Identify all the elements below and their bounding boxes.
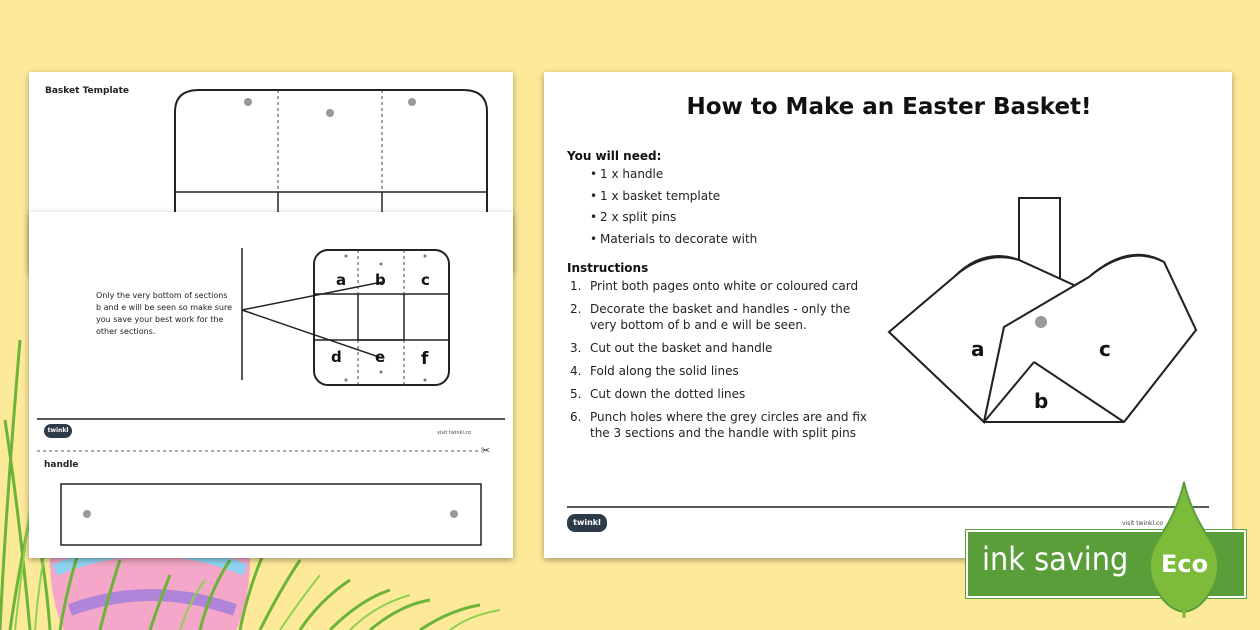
template-note-line-3: you save your best work for the <box>96 315 224 324</box>
list-item: • 1 x basket template <box>590 188 721 203</box>
step-number: 4. <box>570 364 582 378</box>
step-number: 3. <box>570 341 582 355</box>
twinkl-logo: twinkl <box>567 514 607 532</box>
instructions-heading: Instructions <box>567 261 649 275</box>
step-text: Cut out the basket and handle <box>590 341 773 355</box>
step-text: Print both pages onto white or coloured card <box>590 279 859 293</box>
diagram-label-c: c <box>1099 337 1111 361</box>
step-text: Punch holes where the grey circles are and fix the 3 sections and the handle with split pins <box>590 410 868 440</box>
step-number: 2. <box>570 302 582 316</box>
ink-saving-text: ink saving <box>982 540 1129 578</box>
template-letter-d: d <box>331 348 342 366</box>
template-diagram <box>29 212 513 558</box>
template-letter-a: a <box>336 271 347 289</box>
template-note-line-2: b and e will be seen so make sure <box>96 303 232 312</box>
step-text: Fold along the solid lines <box>590 364 739 378</box>
footer-url-small: visit twinkl.co <box>437 430 472 436</box>
basket-template-title: Basket Template <box>45 86 130 96</box>
list-item: • Materials to decorate with <box>590 231 758 246</box>
material-text: 1 x handle <box>600 167 664 181</box>
template-note-line-4: other sections. <box>96 327 156 336</box>
template-note-line-1: Only the very bottom of sections <box>96 291 228 300</box>
twinkl-logo-small: twinkl <box>44 424 72 438</box>
eco-drop-icon <box>1144 480 1224 620</box>
you-will-need-heading: You will need: <box>567 149 662 163</box>
step-number: 1. <box>570 279 582 293</box>
diagram-label-a: a <box>971 337 985 361</box>
step-number: 5. <box>570 387 582 401</box>
list-item: • 2 x split pins <box>590 210 677 224</box>
template-note <box>96 290 246 338</box>
material-text: Materials to decorate with <box>600 231 758 246</box>
material-text: 2 x split pins <box>600 210 677 224</box>
page-title: How to Make an Easter Basket! <box>686 94 1092 120</box>
handle-label: handle <box>44 460 79 470</box>
eco-tag: Eco <box>1161 550 1209 578</box>
step-text: Cut down the dotted lines <box>590 387 746 401</box>
template-letter-e: e <box>375 348 386 366</box>
step-number: 6. <box>570 410 582 424</box>
list-item: • 1 x handle <box>590 167 664 181</box>
step-text: Decorate the basket and handles - only the very bottom of b and e will be seen. <box>590 302 851 332</box>
basket-diagram <box>544 72 1232 558</box>
footer-url: visit twinkl.co <box>1122 520 1164 527</box>
template-letter-b: b <box>375 271 386 289</box>
basket-template-detail-page <box>29 212 513 558</box>
template-letter-f: f <box>421 349 429 369</box>
scissors-icon: ✂ <box>481 444 491 457</box>
instruction-page <box>544 72 1232 558</box>
template-letter-c: c <box>421 271 430 289</box>
material-text: 1 x basket template <box>600 188 721 203</box>
diagram-label-b: b <box>1034 389 1049 413</box>
